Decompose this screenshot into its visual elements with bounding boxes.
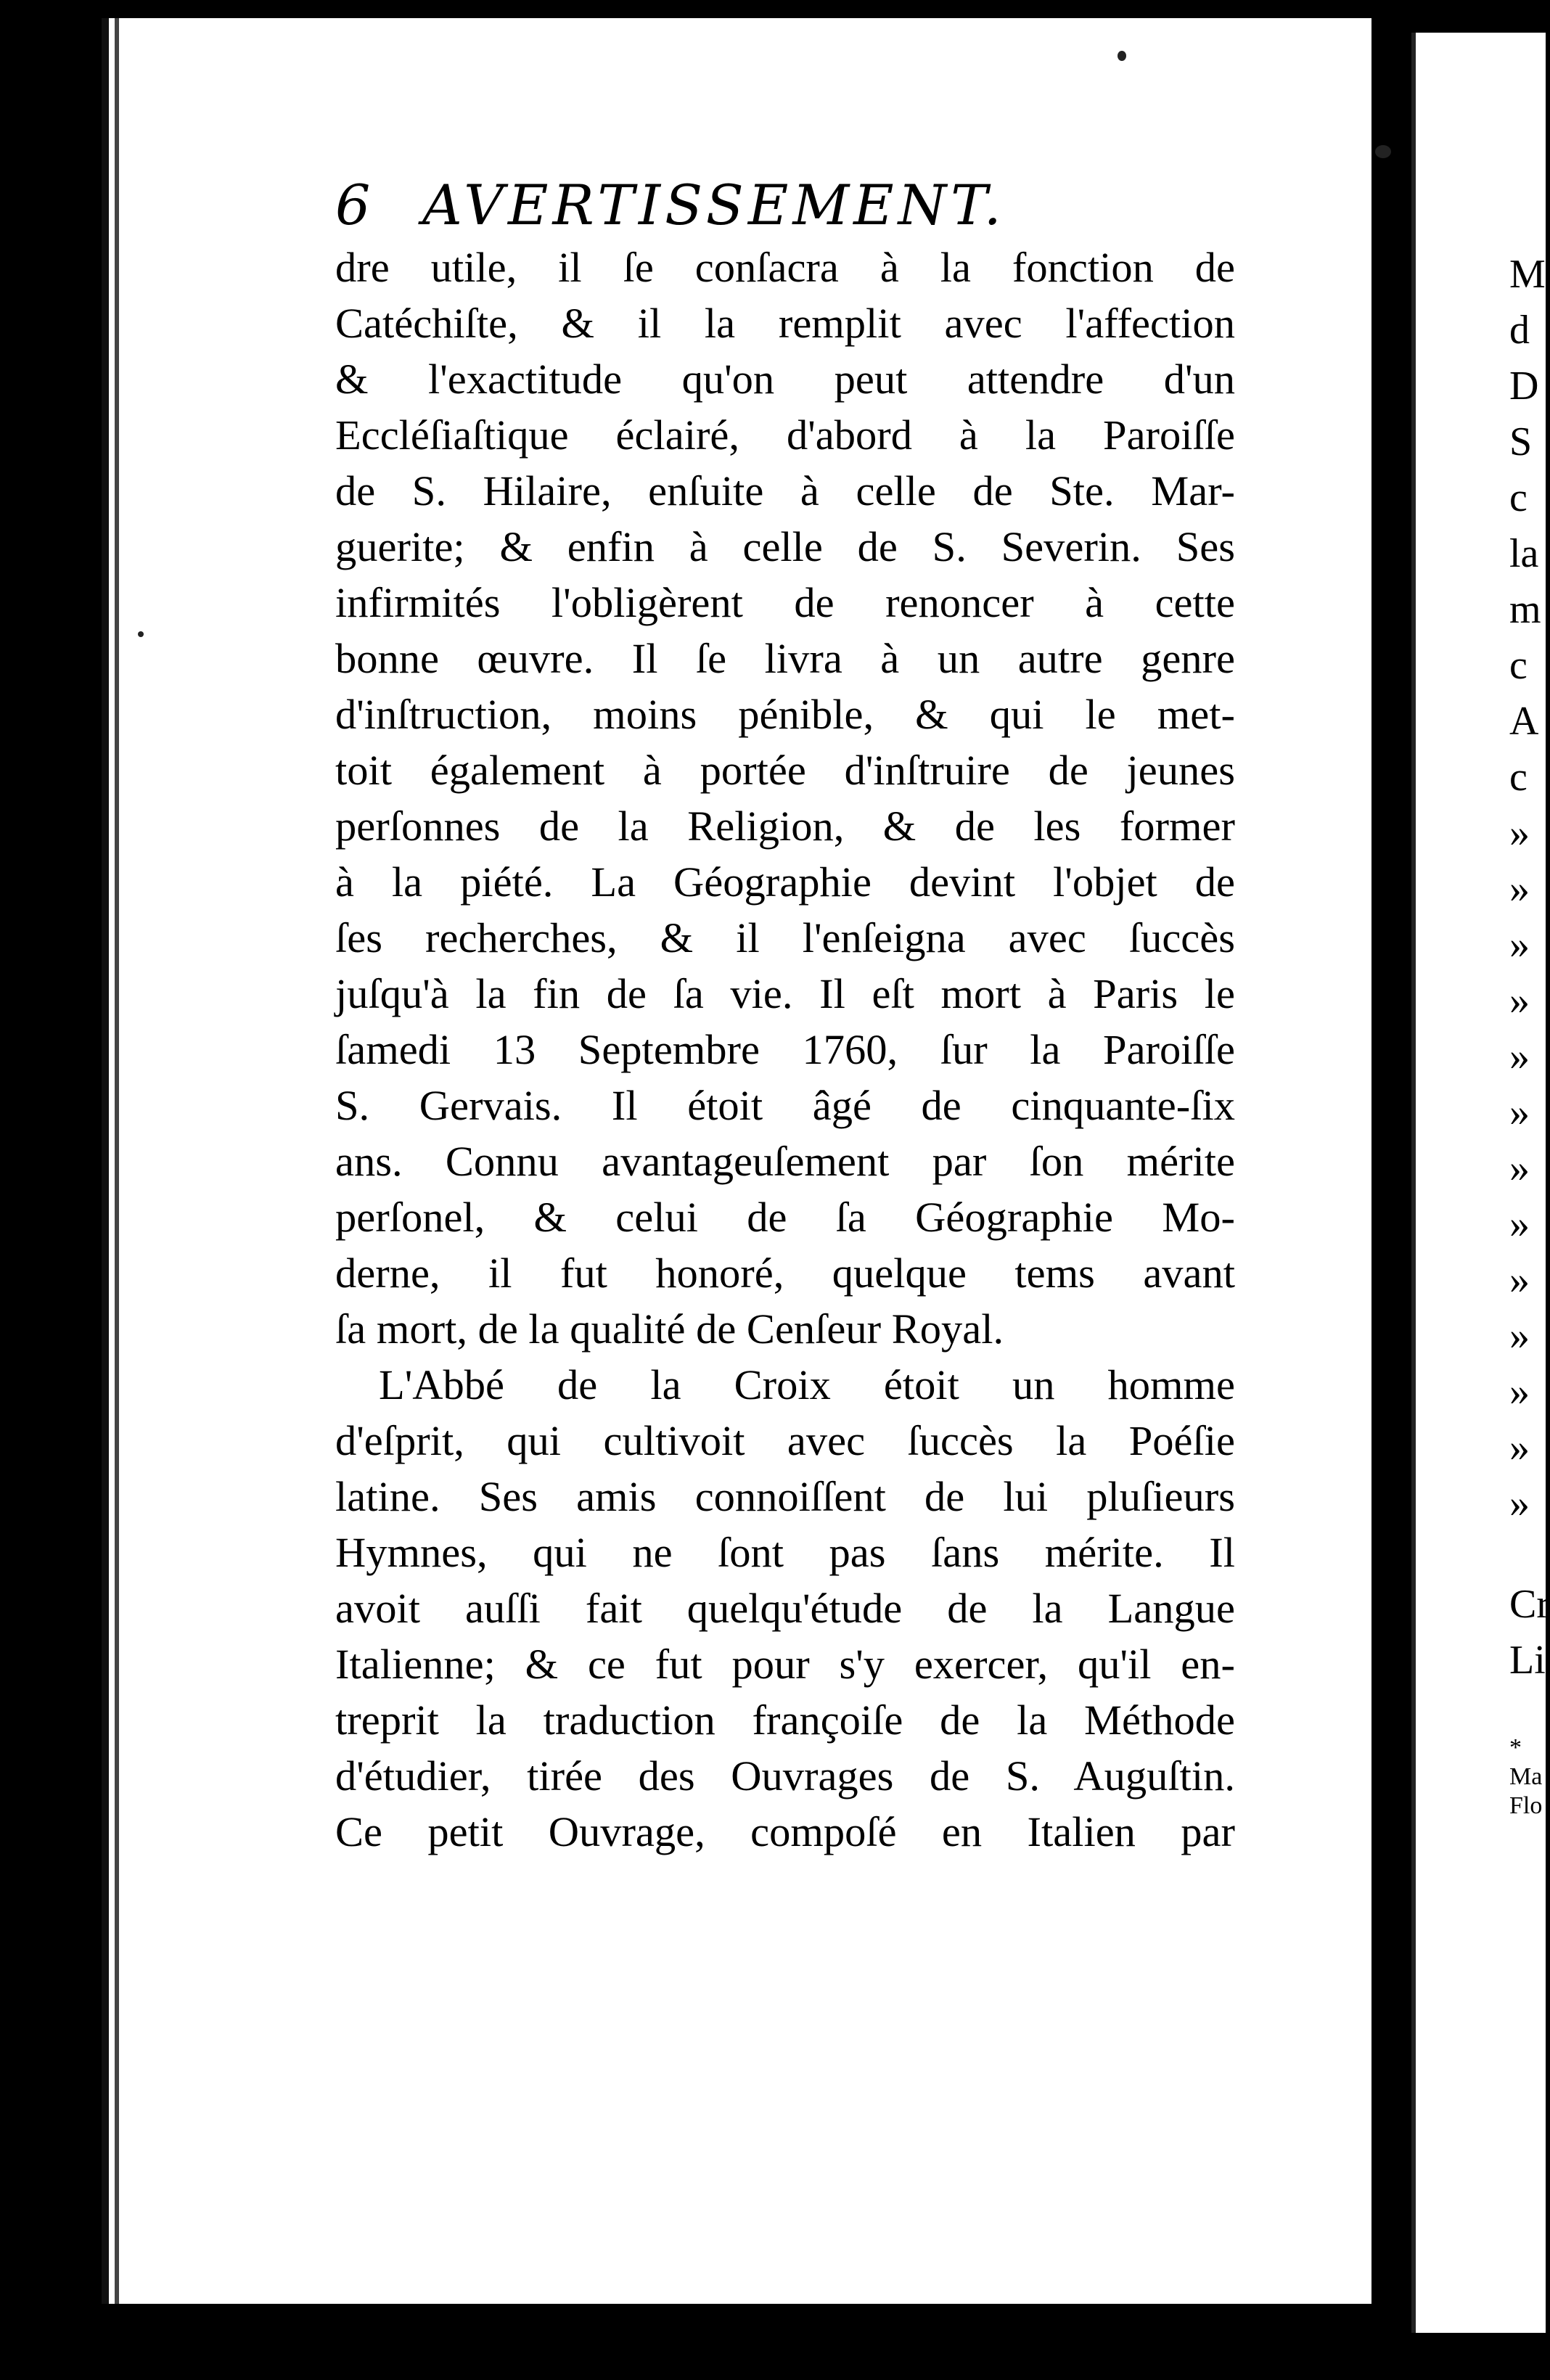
fragment: d	[1509, 308, 1530, 353]
text-line: juſqu'à la fin de ſa vie. Il eſt mort à Paris le	[335, 970, 1235, 1017]
page-heading: AVERTISSEMENT.	[422, 173, 1006, 237]
text-line: ans. Connu avantageuſement par ſon mérite	[335, 1138, 1235, 1185]
text-line: S. Gervais. Il étoit âgé de cinquante-ſix	[335, 1082, 1235, 1129]
fragment: Cr	[1509, 1582, 1550, 1627]
text-line: ſamedi 13 Septembre 1760, ſur la Paroiſſe	[335, 1026, 1235, 1073]
fragment: *	[1509, 1734, 1522, 1761]
text-line: Italienne; & ce fut pour s'y exercer, qu'il en-	[335, 1641, 1235, 1688]
text-line: latine. Ses amis connoiſſent de lui pluſieurs	[335, 1473, 1235, 1520]
text-line: avoit auſſi fait quelqu'étude de la Langue	[335, 1585, 1235, 1632]
ink-speck	[1375, 145, 1391, 158]
fragment: »	[1509, 1425, 1530, 1470]
fragment: »	[1509, 978, 1530, 1023]
text-line: perſonel, & celui de ſa Géographie Mo-	[335, 1194, 1235, 1241]
fragment: c	[1509, 643, 1528, 688]
fragment: m	[1509, 587, 1541, 632]
page-edge-shadow	[115, 18, 119, 2304]
text-line: bonne œuvre. Il ſe livra à un autre genre	[335, 635, 1235, 682]
page-number: 6	[335, 173, 375, 237]
text-line: L'Abbé de la Croix étoit un homme	[379, 1361, 1235, 1408]
running-header	[335, 173, 1090, 238]
text-line: dre utile, il ſe conſacra à la fonction de	[335, 244, 1235, 291]
fragment: »	[1509, 1257, 1530, 1302]
fragment: »	[1509, 922, 1530, 967]
text-line: d'inſtruction, moins pénible, & qui le met-	[335, 691, 1235, 738]
fragment: »	[1509, 1090, 1530, 1135]
text-line: d'eſprit, qui cultivoit avec ſuccès la Poéſie	[335, 1417, 1235, 1464]
fragment: »	[1509, 1313, 1530, 1358]
text-line: toit également à portée d'inſtruire de jeunes	[335, 747, 1235, 794]
text-line: ſes recherches, & il l'enſeigna avec ſuccès	[335, 914, 1235, 961]
body-text	[335, 239, 1235, 1860]
text-line: Hymnes, qui ne ſont pas ſans mérite. Il	[335, 1529, 1235, 1576]
fragment: la	[1509, 531, 1539, 576]
ink-speck	[138, 631, 144, 637]
fragment: »	[1509, 866, 1530, 911]
fragment: c	[1509, 755, 1528, 800]
fragment: »	[1509, 1481, 1530, 1526]
text-line: Ce petit Ouvrage, compoſé en Italien par	[335, 1808, 1235, 1855]
ink-speck	[1118, 51, 1126, 61]
fragment: »	[1509, 1202, 1530, 1247]
fragment: S	[1509, 419, 1533, 464]
fragment: »	[1509, 811, 1530, 855]
fragment: A	[1509, 699, 1539, 744]
text-line: infirmités l'obligèrent de renoncer à cette	[335, 579, 1235, 626]
fragment: »	[1509, 1034, 1530, 1079]
text-line: d'étudier, tirée des Ouvrages de S. Auguſtin.	[335, 1752, 1235, 1800]
text-line: & l'exactitude qu'on peut attendre d'un	[335, 356, 1235, 403]
fragment: Flo	[1509, 1792, 1543, 1819]
fragment: c	[1509, 475, 1528, 520]
fragment: Li	[1509, 1638, 1546, 1683]
text-line: guerite; & enfin à celle de S. Severin. Ses	[335, 523, 1235, 570]
fragment: D	[1509, 364, 1539, 409]
text-line: à la piété. La Géographie devint l'objet de	[335, 858, 1235, 906]
text-line: perſonnes de la Religion, & de les former	[335, 803, 1235, 850]
text-line: de S. Hilaire, enſuite à celle de Ste. Mar-	[335, 467, 1235, 514]
text-line: treprit la traduction françoiſe de la Méthode	[335, 1696, 1235, 1744]
text-line: Catéchiſte, & il la remplit avec l'affection	[335, 300, 1235, 347]
fragment: Ma	[1509, 1763, 1543, 1790]
facing-page-text-fragments	[1509, 247, 1550, 1821]
text-line: ſa mort, de la qualité de Cenſeur Royal.	[335, 1305, 1004, 1353]
text-line: Eccléſiaſtique éclairé, d'abord à la Paroiſſe	[335, 411, 1235, 459]
fragment: »	[1509, 1369, 1530, 1414]
text-line: derne, il fut honoré, quelque tems avant	[335, 1250, 1235, 1297]
fragment: M	[1509, 252, 1546, 297]
fragment: »	[1509, 1146, 1530, 1191]
